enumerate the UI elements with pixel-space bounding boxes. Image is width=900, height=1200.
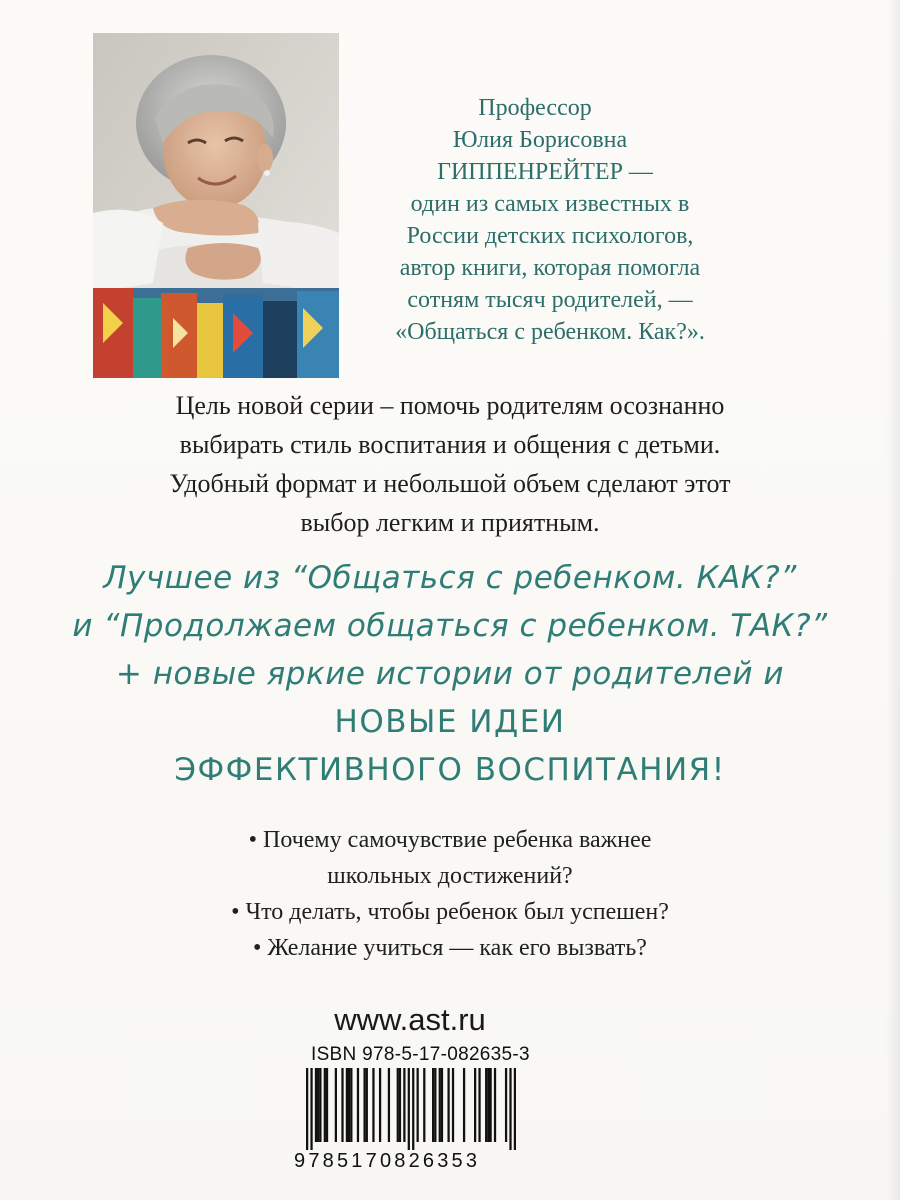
highlight-line: ЭФФЕКТИВНОГО ВОСПИТАНИЯ!	[174, 752, 726, 788]
author-bio	[340, 92, 760, 348]
bullet-line: • Желание учиться — как его вызвать?	[253, 935, 647, 961]
bio-line: автор книги, которая помогла	[399, 255, 701, 281]
barcode-bar	[452, 1068, 454, 1142]
barcode-bar	[509, 1068, 511, 1150]
bio-line: один из самых известных в	[410, 191, 690, 217]
barcode-bar	[379, 1068, 381, 1142]
barcode-bar	[485, 1068, 487, 1142]
barcode-bar	[310, 1068, 312, 1150]
bio-line: ГИППЕНРЕЙТЕР —	[437, 159, 653, 185]
barcode-bar	[505, 1068, 507, 1142]
bullet-line: • Что делать, чтобы ребенок был успешен?	[231, 899, 669, 925]
barcode-bar	[348, 1068, 350, 1142]
barcode-bar	[434, 1068, 436, 1142]
question-bullets	[100, 822, 800, 966]
handwritten-highlight	[40, 554, 860, 794]
bio-line: России детских психологов,	[406, 223, 694, 249]
series-intro	[60, 386, 840, 542]
barcode-bar	[357, 1068, 359, 1142]
barcode-bar	[487, 1068, 489, 1142]
barcode-bar	[315, 1068, 317, 1142]
barcode-bar	[317, 1068, 319, 1142]
author-portrait-photo	[93, 33, 339, 378]
barcode-bar	[366, 1068, 368, 1142]
barcode-bar	[346, 1068, 348, 1142]
barcode-bar	[494, 1068, 496, 1142]
barcode-bar	[441, 1068, 443, 1142]
barcode-bar	[478, 1068, 480, 1142]
barcode-bar	[306, 1068, 308, 1150]
barcode-bar	[372, 1068, 374, 1142]
barcode-bar	[388, 1068, 390, 1142]
barcode-bar	[363, 1068, 365, 1142]
barcode-bar	[463, 1068, 465, 1142]
barcode-bar	[432, 1068, 434, 1142]
intro-line: выбор легким и приятным.	[300, 508, 600, 537]
barcode-bar	[489, 1068, 491, 1142]
barcode-bar	[514, 1068, 516, 1150]
barcode-bar	[417, 1068, 419, 1142]
intro-line: выбирать стиль воспитания и общения с детьми.	[179, 430, 721, 459]
barcode-bar	[474, 1068, 476, 1142]
barcode-bar	[335, 1068, 337, 1142]
bullet-line: школьных достижений?	[327, 863, 573, 889]
barcode-bar	[423, 1068, 425, 1142]
barcode-bar	[326, 1068, 328, 1142]
ean13-barcode	[306, 1068, 516, 1150]
barcode-bar	[319, 1068, 321, 1142]
barcode-bar	[399, 1068, 401, 1142]
intro-line: Цель новой серии – помочь родителям осознанно	[175, 391, 725, 420]
barcode-bar	[412, 1068, 414, 1150]
highlight-line: НОВЫЕ ИДЕИ	[334, 704, 566, 740]
highlight-line: Лучшее из “Общаться с ребенком. КАК?”	[103, 560, 797, 596]
isbn-text: ISBN 978-5-17-082635-3	[311, 1044, 530, 1065]
barcode-bar	[341, 1068, 343, 1142]
bio-line: «Общаться с ребенком. Как?».	[395, 319, 705, 345]
barcode-bar	[350, 1068, 352, 1142]
publisher-website: www.ast.ru	[334, 1002, 486, 1037]
barcode-bar	[397, 1068, 399, 1142]
highlight-line: и “Продолжаем общаться с ребенком. ТАК?”	[72, 608, 828, 644]
bio-line: Юлия Борисовна	[452, 127, 628, 153]
highlight-line: + новые яркие истории от родителей и	[115, 656, 785, 692]
cover-edge-shadow	[886, 0, 900, 1200]
barcode-bar	[324, 1068, 326, 1142]
barcode-digits: 9785170826353	[294, 1150, 481, 1172]
intro-line: Удобный формат и небольшой объем сделают этот	[169, 469, 731, 498]
barcode-bar	[403, 1068, 405, 1142]
barcode-bar	[447, 1068, 449, 1142]
bio-line: сотням тысяч родителей, —	[407, 287, 693, 313]
bio-line: Профессор	[478, 95, 592, 121]
bullet-line: • Почему самочувствие ребенка важнее	[248, 827, 652, 853]
barcode-bar	[408, 1068, 410, 1150]
barcode-bar	[439, 1068, 441, 1142]
